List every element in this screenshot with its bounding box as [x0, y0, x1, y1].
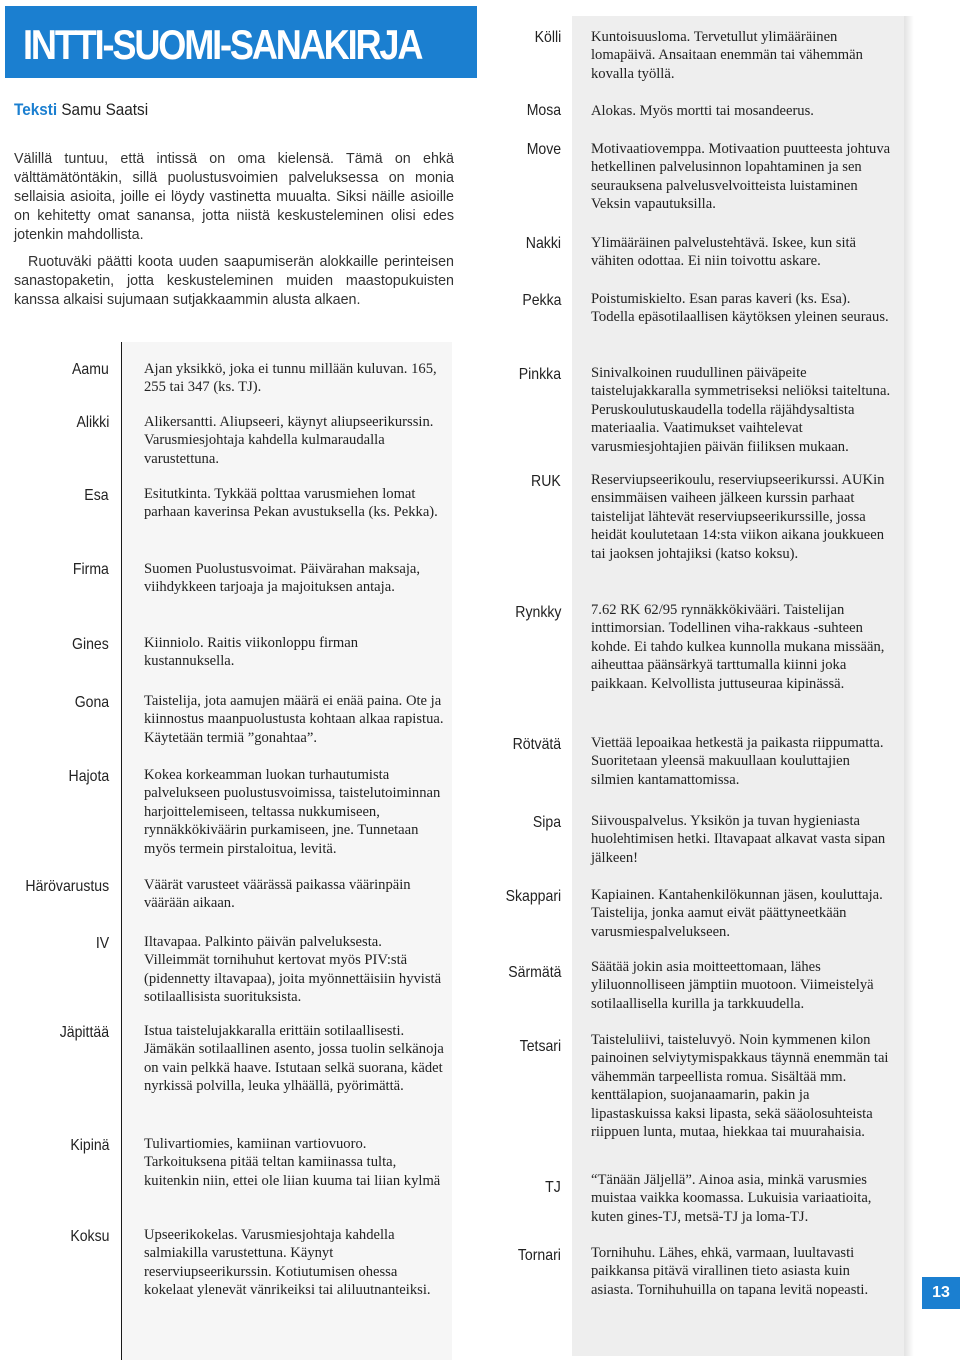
term-tornari: Tornari: [517, 1247, 561, 1264]
term-skappari: Skappari: [505, 888, 561, 905]
definition-koksu: Upseerikokelas. Varusmiesjohtaja kahdella salmiakilla varustettuna. Käynyt reserviupseerikurssin. Kotiutumisen ohessa kokelaat ylenevät vänrikeiksi tai aliluutnanteiksi.: [144, 1227, 431, 1299]
term-pinkka: Pinkka: [518, 366, 561, 383]
definition-pinkka: Sinivalkoinen ruudullinen päiväpeite taistelujakkaralla symmetriseksi neliöksi taiteltuna. Peruskoulutuskaudella todella räjähdysaltista materiaalia. Vaatimukset vaihtelevat varusmiesjohtajien päivän fiiliksen mukaan.: [591, 365, 891, 455]
term-kipina: Kipinä: [69, 1137, 109, 1154]
definition-mosa: Alokas. Myös mortti tai mosandeerus.: [591, 103, 814, 119]
definition-harovarustus: Väärät varusteet väärässä paikassa väärinpäin väärään aikaan.: [144, 877, 411, 912]
definition-iv: Iltavapaa. Palkinto päivän palveluksesta. Villeimmät tornihuhut kertovat myös PIV:stä (pidennetty iltavapaa), joita myönnettäisiin hyvistä sotilaallisista suorituksista.: [144, 934, 442, 1006]
definition-pekka: Poistumiskielto. Esan paras kaveri (ks. Esa). Todella epäsotilaallisen käytöksen yleinen seuraus.: [591, 291, 889, 326]
term-esa: Esa: [84, 487, 109, 504]
term-harovarustus: Härövarustus: [25, 878, 109, 895]
term-nakki: Nakki: [525, 235, 561, 252]
term-pekka: Pekka: [521, 292, 561, 309]
definition-ruk: Reserviupseerikoulu, reserviupseerikurssi. AUKin ensimmäisen vaiheen jälkeen kurssin parhaat taistelijat lähtevät reserviupseerikurssille, jossa heidät koulutetaan 14:sta viikon aikana joukkueen tai jaoksen johtajiksi (katso koksu).: [591, 472, 885, 562]
definition-hajota: Kokea korkeamman luokan turhautumista palvelukseen puolustusvoimissa, taistelutoiminnan harjoittelemiseen, teltassa nukkumiseen, rynnäkkökiväärin purkamiseen, jne. Tunnetaan myös termein pirstaloitua, levitä.: [144, 767, 441, 857]
definition-japittaa: Istua taistelujakkaralla erittäin sotilaallisesti. Jämäkän sotilaallinen asento, jossa tuolin selkänoja on vain pelkkä haave. Istutaan selkä suorana, kädet nyrkissä polvilla, leuka ylhäällä, pyörimättä.: [144, 1023, 444, 1095]
definition-kipina: Tulivartiomies, kamiinan vartiovuoro. Tarkoituksena pitää teltan kamiinassa tulta, kuitenkin niin, ettei ole liian kuuma tai liian kylmä: [144, 1136, 441, 1189]
term-gona: Gona: [74, 694, 109, 711]
definition-tetsari: Taisteluliivi, taisteluvyö. Noin kymmenen kilon painoinen selviytymispakkaus täynnä enemmän tai vähemmän tarpeellista romua. Sisältää mm. kenttälapion, suojanaamarin, pakin ja lipastaskuissa kaksi lipasta, sekä sääolosuhteista riippuen lunta, mutaa, hiekkaa tai muurahaisia.: [591, 1032, 889, 1141]
term-koksu: Koksu: [69, 1228, 109, 1245]
term-kolli: Kölli: [534, 29, 561, 46]
definition-aamu: Ajan yksikkö, joka ei tunnu millään kuluvan. 165, 255 tai 347 (ks. TJ).: [144, 361, 437, 396]
definition-gines: Kiinniolo. Raitis viikonloppu firman kustannuksella.: [144, 635, 359, 670]
definition-rotvata: Viettää lepoaikaa hetkestä ja paikasta riippumatta. Suoritetaan yleensä makuullaan kouluttajien silmien kantamattomissa.: [591, 735, 884, 788]
byline: [14, 100, 148, 120]
term-rotvata: Rötvätä: [512, 736, 561, 753]
definition-tj: “Tänään Jäljellä”. Ainoa asia, minkä varusmies muistaa vaikka koomassa. Lukuisia variaatioita, kuten gines-TJ, metsä-TJ ja loma-TJ.: [591, 1172, 872, 1225]
term-tj: TJ: [545, 1179, 561, 1196]
term-gines: Gines: [72, 636, 109, 653]
term-firma: Firma: [73, 561, 109, 578]
term-mosa: Mosa: [526, 102, 561, 119]
byline-author: Samu Saatsi: [61, 100, 149, 119]
term-aamu: Aamu: [72, 361, 109, 378]
definition-tornari: Tornihuhu. Lähes, ehkä, varmaan, luultavasti paikkansa pitävä virallinen tieto asiasta kuin asiasta. Tornihuhuilla on tapana levitä nopeasti.: [591, 1245, 869, 1298]
definition-firma: Suomen Puolustusvoimat. Päivärahan maksaja, viihdykkeen tarjoaja ja majoituksen antaja.: [144, 561, 421, 596]
definition-nakki: Ylimääräinen palvelustehtävä. Iskee, kun sitä vähiten odottaa. Ei niin toivottu askare.: [591, 235, 857, 270]
definition-alikki: Alikersantti. Aliupseeri, käynyt aliupseerikurssin. Varusmiesjohtaja kahdella kulmaraudalla varustettuna.: [144, 414, 434, 467]
term-hajota: Hajota: [68, 768, 109, 785]
column-divider: [121, 342, 122, 1360]
byline-label: Teksti: [14, 100, 58, 119]
term-rynkky: Rynkky: [514, 604, 561, 621]
term-move: Move: [526, 141, 561, 158]
definition-rynkky: 7.62 RK 62/95 rynnäkkökivääri. Taistelijan inttimorsian. Todellinen viha-rakkaus -suhteen kohde. Ei tahdo kulkea kunnolla mukana missään, aiheuttaa päänsärkyä tarttumalla kiinni joka paikkaan. Kelvollista juttuseuraa kipinässä.: [591, 602, 885, 692]
definition-skappari: Kapiainen. Kantahenkilökunnan jäsen, kouluttaja. Taistelija, jonka aamut eivät päättyneetkään varusmiespalvelukseen.: [591, 887, 883, 940]
term-sarmata: Särmätä: [507, 964, 561, 981]
page-number: 13: [922, 1277, 960, 1309]
term-sipa: Sipa: [532, 814, 561, 831]
title-banner: [5, 6, 477, 78]
term-alikki: Alikki: [76, 414, 109, 431]
right-column-shadow: [904, 16, 914, 1356]
definition-move: Motivaatiovemppa. Motivaation puutteesta johtuva hetkellinen palvelusinnon lopahtaminen ja sen seurauksena palvelusvelvoitteista luistaminen Veksin vapautuksilla.: [591, 141, 891, 213]
term-japittaa: Jäpittää: [59, 1024, 109, 1041]
term-iv: IV: [95, 935, 109, 952]
intro-paragraph-1: Välillä tuntuu, että intissä on oma kielensä. Tämä on ehkä välttämätöntäkin, sillä puolustusvoimien palveluksessa on monia sellaisia asioita, joille ei löydy vastinetta muualta. Siksi näille asioille on kehitetty omat sanansa, jotta niistä keskusteleminen olisi edes jotenkin mahdollista.: [14, 151, 454, 243]
page-title: INTTI-SUOMI-SANAKIRJA: [23, 21, 422, 68]
definition-sarmata: Säätää jokin asia moitteettomaan, lähes yliluonnolliseen jämptiin muotoon. Viimeistelyä sotilaallisella kurilla ja tarkkuudella.: [591, 959, 874, 1012]
definition-kolli: Kuntoisuusloma. Tervetullut ylimääräinen lomapäivä. Ansaitaan enemmän tai vähemmän kovalla työllä.: [591, 29, 863, 82]
intro-paragraph-2: Ruotuväki päätti koota uuden saapumiserän alokkaille perinteisen sanastopaketin, jotta keskusteleminen muiden maastopukuisten kanssa alkaisi sujumaan sutjakkaammin alusta alkaen.: [14, 254, 454, 308]
term-ruk: RUK: [531, 473, 561, 490]
definition-esa: Esitutkinta. Tykkää polttaa varusmiehen lomat parhaan kaverinsa Pekan avustuksella (ks. Pekka).: [144, 486, 438, 521]
term-tetsari: Tetsari: [519, 1038, 561, 1055]
definition-sipa: Siivouspalvelus. Yksikön ja tuvan hygieniasta huolehtimisen hetki. Iltavapaat alkavat vasta sipan jälkeen!: [591, 813, 886, 866]
definition-gona: Taistelija, jota aamujen määrä ei enää paina. Ote ja kiinnostus maanpuolustusta kohtaan alkaa rapistua. Käytetään termiä ”gonahtaa”.: [144, 693, 444, 746]
